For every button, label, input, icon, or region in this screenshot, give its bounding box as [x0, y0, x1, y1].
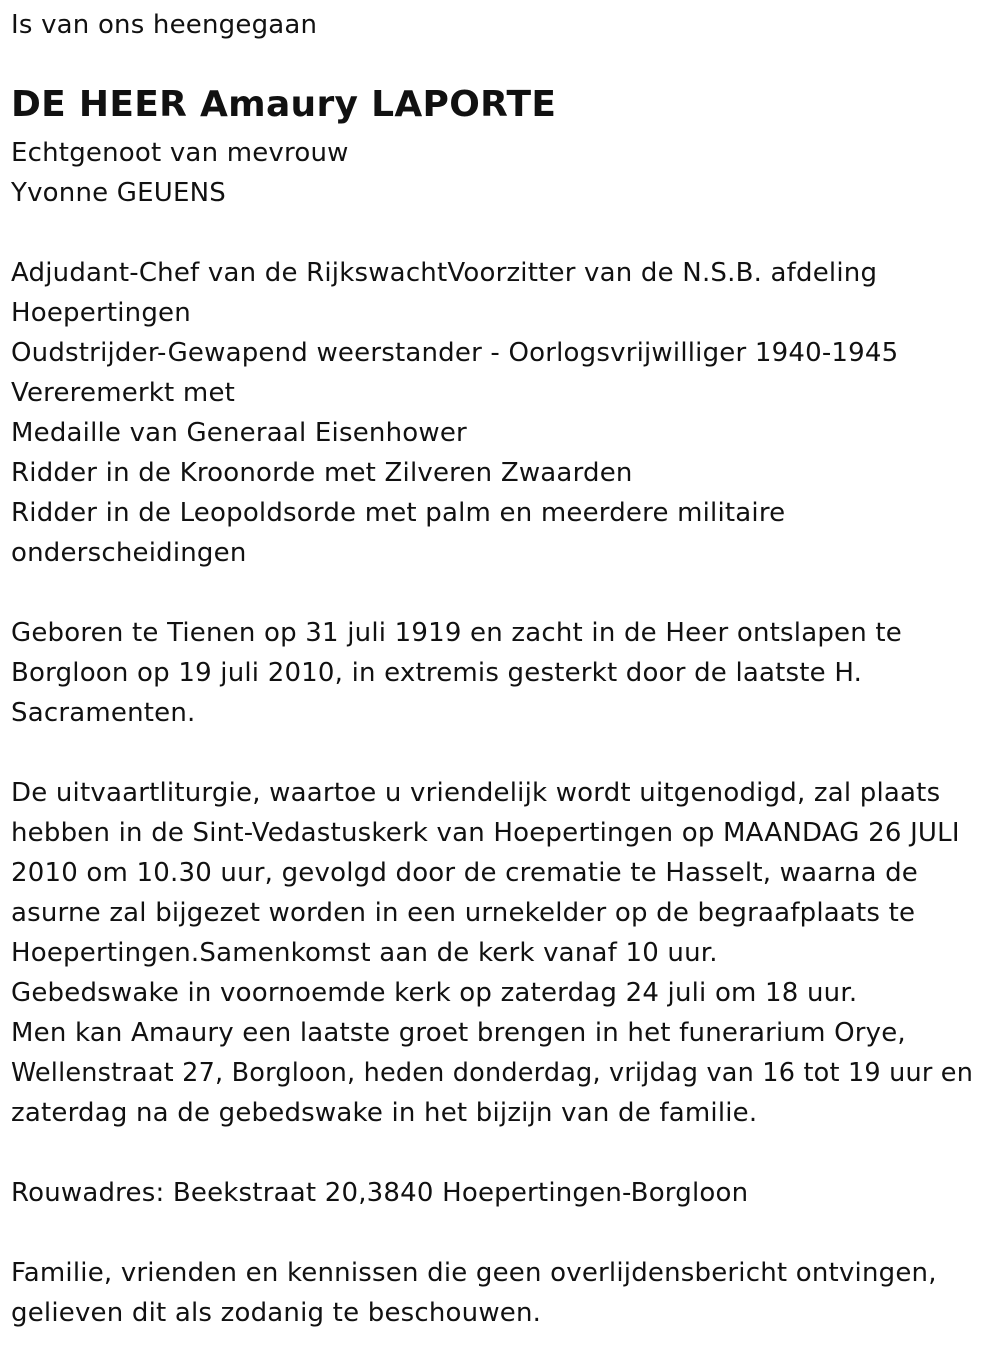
- deceased-name: DE HEER Amaury LAPORTE: [11, 84, 557, 125]
- closing-line-2: gelieven dit als zodanig te beschouwen.: [11, 1298, 542, 1328]
- titles-line-1: Adjudant-Chef van de RijkswachtVoorzitter van de N.S.B. afdeling: [11, 258, 878, 288]
- titles-line-5: Medaille van Generaal Eisenhower: [11, 418, 467, 448]
- funeral-line-1: De uitvaartliturgie, waartoe u vriendelijk wordt uitgenodigd, zal plaats: [11, 778, 941, 808]
- birth-death-line-2: Borgloon op 19 juli 2010, in extremis gesterkt door de laatste H.: [11, 658, 863, 688]
- funeral-line-3: 2010 om 10.30 uur, gevolgd door de crematie te Hasselt, waarna de: [11, 858, 918, 888]
- intro-line: Is van ons heengegaan: [11, 10, 318, 40]
- mourning-address: Rouwadres: Beekstraat 20,3840 Hoepertingen-Borgloon: [11, 1178, 749, 1208]
- closing-line-1: Familie, vrienden en kennissen die geen overlijdensbericht ontvingen,: [11, 1258, 937, 1288]
- funeral-line-9: zaterdag na de gebedswake in het bijzijn van de familie.: [11, 1098, 758, 1128]
- spouse-line-2: Yvonne GEUENS: [11, 178, 226, 208]
- funeral-line-6: Gebedswake in voornoemde kerk op zaterdag 24 juli om 18 uur.: [11, 978, 858, 1008]
- titles-line-8: onderscheidingen: [11, 538, 247, 568]
- birth-death-line-1: Geboren te Tienen op 31 juli 1919 en zacht in de Heer ontslapen te: [11, 618, 902, 648]
- funeral-line-4: asurne zal bijgezet worden in een urnekelder op de begraafplaats te: [11, 898, 916, 928]
- titles-line-4: Vereremerkt met: [11, 378, 236, 408]
- birth-death-line-3: Sacramenten.: [11, 698, 196, 728]
- spouse-line-1: Echtgenoot van mevrouw: [11, 138, 349, 168]
- funeral-line-2: hebben in de Sint-Vedastuskerk van Hoepertingen op MAANDAG 26 JULI: [11, 818, 960, 848]
- titles-line-3: Oudstrijder-Gewapend weerstander - Oorlogsvrijwilliger 1940-1945: [11, 338, 899, 368]
- funeral-line-5: Hoepertingen.Samenkomst aan de kerk vanaf 10 uur.: [11, 938, 718, 968]
- titles-line-6: Ridder in de Kroonorde met Zilveren Zwaarden: [11, 458, 633, 488]
- titles-line-2: Hoepertingen: [11, 298, 191, 328]
- funeral-line-8: Wellenstraat 27, Borgloon, heden donderdag, vrijdag van 16 tot 19 uur en: [11, 1058, 974, 1088]
- funeral-line-7: Men kan Amaury een laatste groet brengen in het funerarium Orye,: [11, 1018, 906, 1048]
- titles-line-7: Ridder in de Leopoldsorde met palm en meerdere militaire: [11, 498, 786, 528]
